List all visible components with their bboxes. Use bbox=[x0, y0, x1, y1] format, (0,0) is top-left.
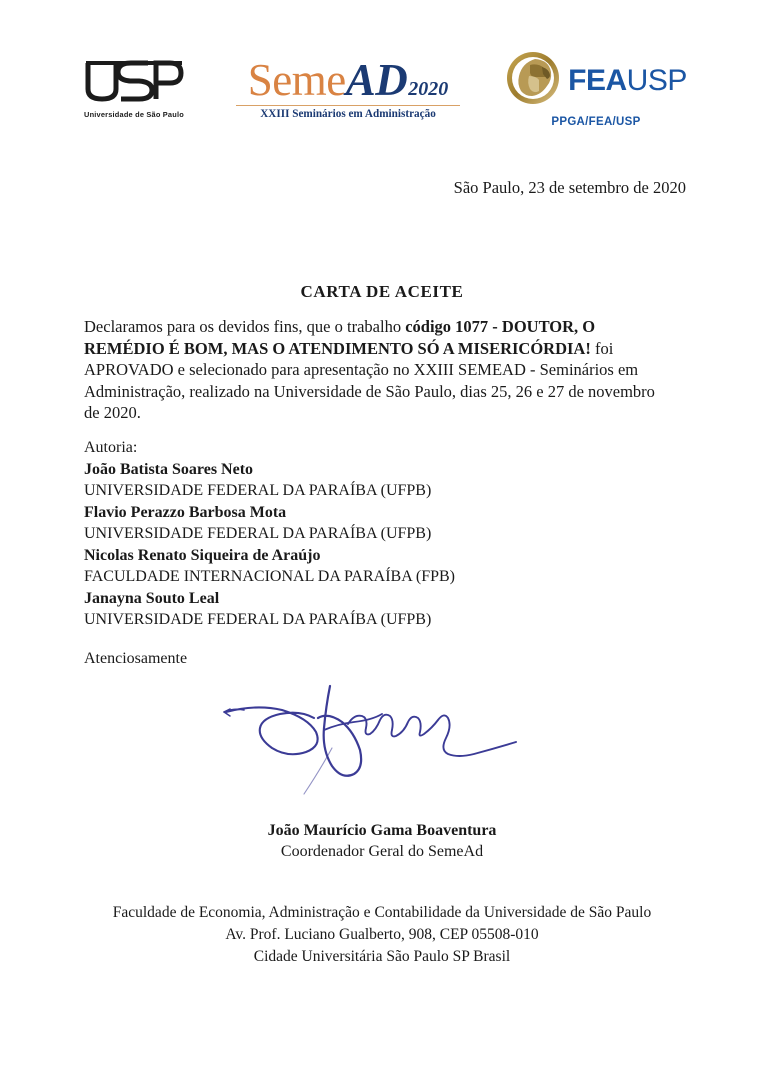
footer-line-2: Av. Prof. Luciano Gualberto, 908, CEP 05508-010 bbox=[225, 926, 539, 943]
fea-medallion-icon bbox=[505, 50, 561, 111]
footer-line-3: Cidade Universitária São Paulo SP Brasil bbox=[253, 948, 511, 965]
declaration-work-title: código 1077 - DOUTOR, O REMÉDIO É BOM, MAS O ATENDIMENTO SÓ A MISERICÓRDIA! bbox=[84, 317, 596, 358]
semead-year: 2020 bbox=[408, 77, 449, 100]
closing-salutation: Atenciosamente bbox=[84, 650, 188, 667]
author-institution: UNIVERSIDADE FEDERAL DA PARAÍBA (UFPB) bbox=[84, 525, 432, 542]
semead-subtitle: XXIII Seminários em Administração bbox=[260, 108, 436, 121]
fea-logo-top bbox=[505, 50, 687, 111]
semead-word-ad: AD bbox=[345, 54, 408, 105]
handwritten-signature-icon bbox=[196, 676, 546, 796]
semead-word-seme: Seme bbox=[247, 54, 346, 105]
usp-monogram-icon bbox=[82, 59, 186, 108]
signer-block bbox=[0, 820, 764, 862]
author-name: Flavio Perazzo Barbosa Mota bbox=[84, 503, 287, 521]
author-name: João Batista Soares Neto bbox=[84, 460, 254, 478]
header-logo-bar bbox=[0, 46, 764, 132]
fea-wordmark bbox=[568, 63, 687, 97]
authors-block bbox=[84, 437, 644, 631]
fea-usp-logo bbox=[506, 50, 686, 128]
fea-word-light: USP bbox=[626, 63, 687, 97]
author-name: Nicolas Renato Siqueira de Araújo bbox=[84, 546, 321, 564]
semead-divider-rule bbox=[236, 105, 460, 107]
authors-label: Autoria: bbox=[84, 439, 138, 456]
declaration-text-before: Declaramos para os devidos fins, que o trabalho bbox=[84, 317, 406, 336]
signer-role: Coordenador Geral do SemeAd bbox=[280, 843, 484, 860]
footer-line-1: Faculdade de Economia, Administração e Contabilidade da Universidade de São Paulo bbox=[112, 904, 652, 921]
semead-wordmark bbox=[247, 54, 449, 105]
declaration-text-after: foi APROVADO e selecionado para apresentação no XXIII SEMEAD - Seminários em Administração, realizado na Universidade de São Paulo, dias 25, 26 e 27 de novembro de 2020. bbox=[84, 338, 655, 422]
author-institution: UNIVERSIDADE FEDERAL DA PARAÍBA (UFPB) bbox=[84, 482, 432, 499]
footer-address-block bbox=[0, 902, 764, 968]
signer-name: João Maurício Gama Boaventura bbox=[267, 822, 497, 839]
usp-logo-caption: Universidade de São Paulo bbox=[84, 110, 184, 119]
date-line: São Paulo, 23 de setembro de 2020 bbox=[453, 178, 686, 197]
fea-word-bold: FEA bbox=[568, 63, 627, 97]
fea-logo-subtitle: PPGA/FEA/USP bbox=[551, 116, 641, 128]
author-institution: UNIVERSIDADE FEDERAL DA PARAÍBA (UFPB) bbox=[84, 611, 432, 628]
usp-logo bbox=[78, 59, 190, 119]
declaration-paragraph bbox=[84, 316, 674, 424]
author-institution: FACULDADE INTERNACIONAL DA PARAÍBA (FPB) bbox=[84, 568, 455, 585]
page-title: CARTA DE ACEITE bbox=[300, 282, 464, 301]
author-name: Janayna Souto Leal bbox=[84, 589, 220, 607]
semead-logo bbox=[224, 54, 472, 121]
